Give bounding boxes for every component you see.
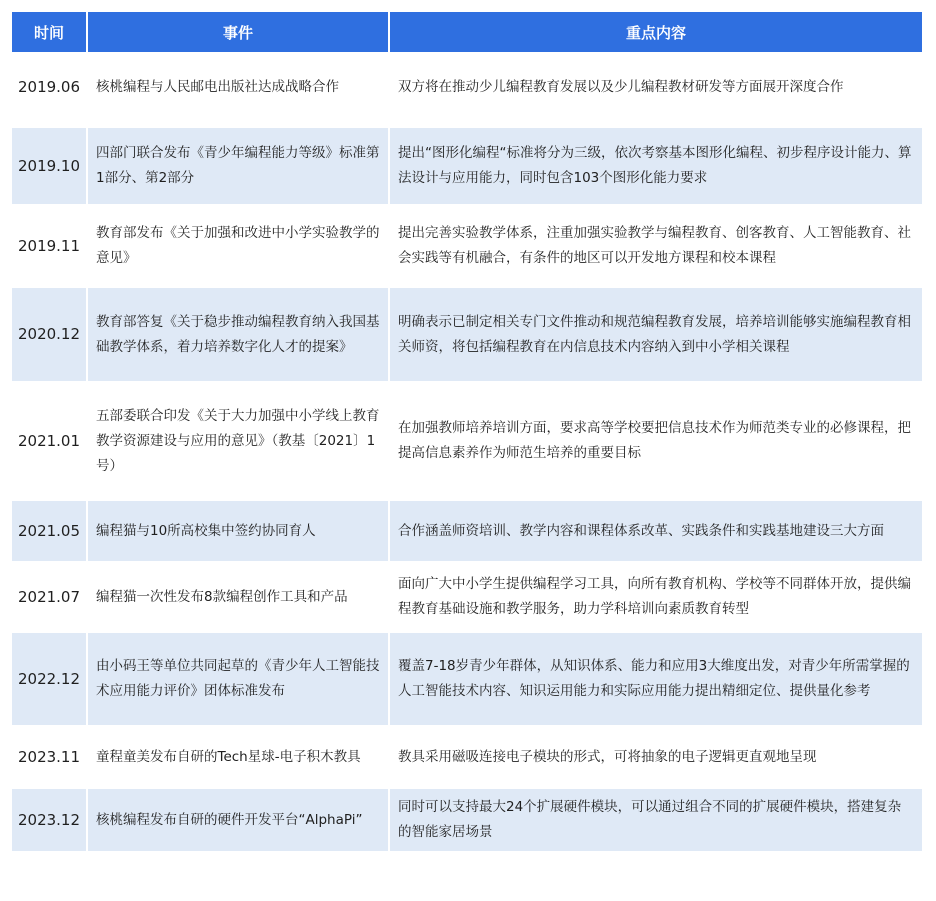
row-event: 编程猫一次性发布8款编程创作工具和产品 <box>86 567 388 633</box>
table-row <box>12 128 922 210</box>
row-date: 2021.07 <box>12 567 86 633</box>
header-content: 重点内容 <box>388 12 922 52</box>
row-event: 教育部发布《关于加强和改进中小学实验教学的意见》 <box>86 210 388 288</box>
table-row <box>12 789 922 857</box>
row-content: 面向广大中小学生提供编程学习工具，向所有教育机构、学校等不同群体开放，提供编程教育基础设施和教学服务，助力学科培训向素质教育转型 <box>388 567 922 633</box>
row-date: 2021.01 <box>12 387 86 501</box>
header-date: 时间 <box>12 12 86 52</box>
row-event: 五部委联合印发《关于大力加强中小学线上教育教学资源建设与应用的意见》（教基〔2021〕1号） <box>86 387 388 501</box>
row-date: 2019.06 <box>12 52 86 128</box>
table-row <box>12 633 922 731</box>
row-date: 2020.12 <box>12 288 86 387</box>
row-content: 教具采用磁吸连接电子模块的形式，可将抽象的电子逻辑更直观地呈现 <box>388 731 922 789</box>
row-content: 明确表示已制定相关专门文件推动和规范编程教育发展，培养培训能够实施编程教育相关师资，将包括编程教育在内信息技术内容纳入到中小学相关课程 <box>388 288 922 387</box>
row-date: 2022.12 <box>12 633 86 731</box>
row-event: 由小码王等单位共同起草的《青少年人工智能技术应用能力评价》团体标准发布 <box>86 633 388 731</box>
table-row <box>12 210 922 288</box>
table-row <box>12 501 922 567</box>
row-date: 2023.11 <box>12 731 86 789</box>
row-content: 提出完善实验教学体系，注重加强实验教学与编程教育、创客教育、人工智能教育、社会实践等有机融合，有条件的地区可以开发地方课程和校本课程 <box>388 210 922 288</box>
row-event: 教育部答复《关于稳步推动编程教育纳入我国基础教学体系，着力培养数字化人才的提案》 <box>86 288 388 387</box>
row-content: 覆盖7-18岁青少年群体，从知识体系、能力和应用3大维度出发，对青少年所需掌握的人工智能技术内容、知识运用能力和实际应用能力提出精细定位、提供量化参考 <box>388 633 922 731</box>
row-date: 2019.10 <box>12 128 86 210</box>
row-date: 2021.05 <box>12 501 86 567</box>
row-event: 核桃编程发布自研的硬件开发平台“AlphaPi” <box>86 789 388 857</box>
row-content: 在加强教师培养培训方面，要求高等学校要把信息技术作为师范类专业的必修课程，把提高信息素养作为师范生培养的重要目标 <box>388 387 922 501</box>
row-event: 童程童美发布自研的Tech星球-电子积木教具 <box>86 731 388 789</box>
row-content: 合作涵盖师资培训、教学内容和课程体系改革、实践条件和实践基地建设三大方面 <box>388 501 922 567</box>
header-event: 事件 <box>86 12 388 52</box>
timeline-table <box>12 12 922 857</box>
row-content: 提出“图形化编程“标准将分为三级，依次考察基本图形化编程、初步程序设计能力、算法设计与应用能力，同时包含103个图形化能力要求 <box>388 128 922 210</box>
row-content: 同时可以支持最大24个扩展硬件模块，可以通过组合不同的扩展硬件模块，搭建复杂的智能家居场景 <box>388 789 922 857</box>
table-row <box>12 387 922 501</box>
row-date: 2023.12 <box>12 789 86 857</box>
table-row <box>12 567 922 633</box>
table-header-row <box>12 12 922 52</box>
row-event: 编程猫与10所高校集中签约协同育人 <box>86 501 388 567</box>
table-row <box>12 288 922 387</box>
row-event: 核桃编程与人民邮电出版社达成战略合作 <box>86 52 388 128</box>
table-row <box>12 731 922 789</box>
table-row <box>12 52 922 128</box>
row-event: 四部门联合发布《青少年编程能力等级》标准第1部分、第2部分 <box>86 128 388 210</box>
row-date: 2019.11 <box>12 210 86 288</box>
row-content: 双方将在推动少儿编程教育发展以及少儿编程教材研发等方面展开深度合作 <box>388 52 922 128</box>
